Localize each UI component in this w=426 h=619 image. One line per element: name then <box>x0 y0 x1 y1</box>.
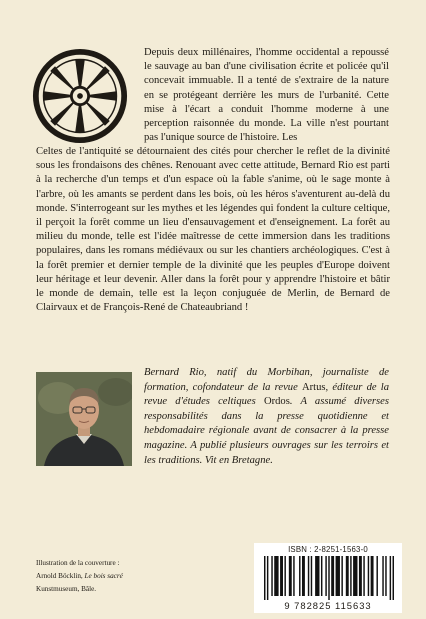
barcode-icon <box>264 556 394 600</box>
barcode-bar <box>363 556 364 596</box>
barcode-bar <box>341 556 342 596</box>
journal-ordos: Ordos <box>263 396 290 408</box>
barcode-bar <box>390 556 391 600</box>
credit-location: Kunstmuseum, Bâle. <box>36 584 97 593</box>
barcode-bar <box>385 556 386 596</box>
bio-text-1: Bernard Rio, natif du Morbihan, journaliste de formation, cofondateur de la revue <box>144 367 389 393</box>
barcode-block <box>254 543 402 613</box>
barcode-bar <box>264 556 265 600</box>
barcode-bar <box>293 556 294 596</box>
celtic-wheel-icon <box>32 48 128 144</box>
barcode-bar <box>368 556 369 596</box>
barcode-bar <box>267 556 268 600</box>
barcode-bar <box>382 556 383 596</box>
barcode-bar <box>393 556 394 600</box>
barcode-bar <box>284 556 285 596</box>
author-portrait <box>36 372 132 466</box>
cover-illustration-credit <box>36 557 186 595</box>
author-biography <box>144 366 389 468</box>
bio-text-3: . A assumé diverses responsabilités dans la presse quotidienne et hebdomadaire régionale avant de consacrer à la presse magazine. A publié plusieurs ouvrages sur les terroirs et les traditions. Vit en Bretagne. <box>144 396 390 466</box>
barcode-bar <box>376 556 377 596</box>
barcode-bar <box>274 556 278 596</box>
barcode-bar <box>311 556 312 596</box>
main-paragraph: Celtes de l'antiquité se détournaient des cités pour chercher le reflet de la divinité sous les frondaisons des chênes. Renouant avec cette attitude, Bernard Rio est parti à la recherche d'un temps et d'un espace où la fable s'anime, où le sage monte à l'arbre, où les amants se perdent dans les bois, où les héros s'aventurent au-delà du monde. S'interrogeant sur les mythes et les légendes qui fondent la culture celtique, il perçoit la forêt comme un lieu d'ensauvagement et d'enseignement. La forêt au milieu du monde, telle est l'idée maîtresse de cette immersion dans les traditions populaires, dans les romans médiévaux ou sur les chantiers archéologiques. C'est à la forêt premier et dernier temple de la divinité que les peuples d'Europe doivent leur héritage et leur devenir. Aller dans la forêt pour y apprendre l'histoire et bâtir le monde de demain, telle est la leçon conjuguée de Merlin, de Bernard de Clairvaux et de François-René de Chateaubriand ! <box>36 146 390 314</box>
barcode-bar <box>308 556 309 596</box>
barcode-bar <box>321 556 322 596</box>
barcode-bar <box>315 556 319 596</box>
intro-paragraph: Depuis deux millénaires, l'homme occidental a repoussé le sauvage au ban d'une civilisation écrite et policée qu'il concevait immuable. Il a tenté de s'extraire de la nature en se protégeant derrière les murs de l'urbanité. Cette mise à l'écart a conduit l'homme moderne à une perception raisonnée du monde. La ville n'est pourtant pas l'unique source de l'histoire. Les <box>144 47 389 144</box>
credit-heading: Illustration de la couverture : <box>36 559 120 567</box>
barcode-bar <box>331 556 334 596</box>
barcode-bar <box>353 556 357 596</box>
credit-artist: Arnold Böcklin, <box>36 571 85 580</box>
barcode-number: 9 782825 115633 <box>284 600 372 611</box>
bio-text-2: , éditeur de la revue d'études celtiques <box>144 381 390 408</box>
isbn-label: ISBN : 2-8251-1563-0 <box>288 545 368 554</box>
barcode-bar <box>299 556 300 596</box>
barcode-bar <box>289 556 292 596</box>
barcode-bar <box>336 556 340 596</box>
barcode-bar <box>328 556 329 600</box>
barcode-bar <box>371 556 374 596</box>
credit-work-title: Le bois sacré <box>84 571 123 580</box>
barcode-bar <box>346 556 349 596</box>
barcode-bar <box>302 556 305 596</box>
barcode-bar <box>350 556 351 596</box>
barcode-bar <box>359 556 362 596</box>
barcode-bar <box>325 556 326 596</box>
barcode-bar <box>280 556 283 596</box>
barcode-bar <box>271 556 272 596</box>
journal-artus: Artus <box>301 381 326 393</box>
